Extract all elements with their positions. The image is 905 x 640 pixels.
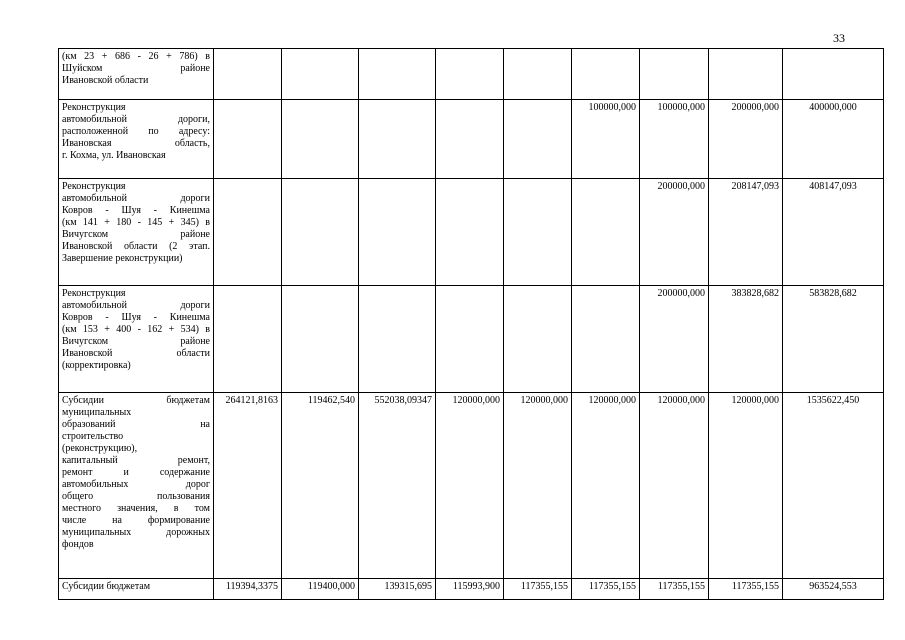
value-cell bbox=[572, 179, 640, 286]
value-cell: 200000,000 bbox=[640, 179, 709, 286]
value-cell bbox=[572, 286, 640, 393]
value-cell bbox=[359, 49, 436, 100]
value-cell: 120000,000 bbox=[572, 393, 640, 579]
description-line: автомобильной дороги bbox=[62, 193, 210, 204]
row-description bbox=[59, 393, 214, 579]
total-cell: 408147,093 bbox=[783, 179, 884, 286]
value-cell bbox=[709, 49, 783, 100]
description-line: Субсидии бюджетам bbox=[62, 581, 151, 592]
value-cell: 117355,155 bbox=[709, 579, 783, 600]
description-line: строительство bbox=[62, 431, 124, 442]
value-cell: 120000,000 bbox=[640, 393, 709, 579]
description-line: автомобильных дорог bbox=[62, 479, 210, 490]
value-cell: 120000,000 bbox=[504, 393, 572, 579]
value-cell: 383828,682 bbox=[709, 286, 783, 393]
description-line: Ивановской области (2 этап. bbox=[62, 241, 210, 252]
value-cell bbox=[436, 179, 504, 286]
page-number: 33 bbox=[833, 31, 845, 45]
description-line: Ковров - Шуя - Кинешма bbox=[62, 312, 210, 323]
value-cell: 120000,000 bbox=[436, 393, 504, 579]
value-cell bbox=[572, 49, 640, 100]
value-cell: 119394,3375 bbox=[214, 579, 282, 600]
value-cell: 117355,155 bbox=[572, 579, 640, 600]
value-cell: 119400,000 bbox=[282, 579, 359, 600]
value-cell: 200000,000 bbox=[709, 100, 783, 179]
value-cell: 264121,8163 bbox=[214, 393, 282, 579]
value-cell: 139315,695 bbox=[359, 579, 436, 600]
value-cell: 552038,09347 bbox=[359, 393, 436, 579]
description-line: фондов bbox=[62, 539, 94, 550]
value-cell bbox=[214, 179, 282, 286]
value-cell: 115993,900 bbox=[436, 579, 504, 600]
value-cell bbox=[436, 100, 504, 179]
value-cell: 100000,000 bbox=[572, 100, 640, 179]
description-line: Ивановской области bbox=[62, 348, 210, 359]
value-cell: 200000,000 bbox=[640, 286, 709, 393]
row-description bbox=[59, 579, 214, 600]
description-line: Реконструкция bbox=[62, 181, 126, 192]
value-cell bbox=[359, 286, 436, 393]
description-line: образований на bbox=[62, 419, 210, 430]
value-cell bbox=[359, 100, 436, 179]
value-cell bbox=[282, 179, 359, 286]
total-cell: 1535622,450 bbox=[783, 393, 884, 579]
value-cell bbox=[504, 49, 572, 100]
value-cell: 120000,000 bbox=[709, 393, 783, 579]
description-line: Субсидии бюджетам bbox=[62, 395, 210, 406]
value-cell: 208147,093 bbox=[709, 179, 783, 286]
table-row bbox=[59, 579, 884, 600]
value-cell: 119462,540 bbox=[282, 393, 359, 579]
total-cell: 400000,000 bbox=[783, 100, 884, 179]
value-cell bbox=[282, 49, 359, 100]
value-cell bbox=[436, 49, 504, 100]
description-line: г. Кохма, ул. Ивановская bbox=[62, 150, 166, 161]
table-row bbox=[59, 49, 884, 100]
description-line: (реконструкцию), bbox=[62, 443, 138, 454]
table-row bbox=[59, 179, 884, 286]
description-line: общего пользования bbox=[62, 491, 210, 502]
value-cell bbox=[359, 179, 436, 286]
description-line: числе на формирование bbox=[62, 515, 210, 526]
row-description bbox=[59, 286, 214, 393]
total-cell bbox=[783, 49, 884, 100]
description-line: Реконструкция bbox=[62, 102, 126, 113]
description-line: (км 153 + 400 - 162 + 534) в bbox=[62, 324, 210, 335]
description-line: ремонт и содержание bbox=[62, 467, 210, 478]
value-cell bbox=[214, 49, 282, 100]
description-line: (корректировка) bbox=[62, 360, 131, 371]
value-cell bbox=[504, 179, 572, 286]
description-line: Вичугском районе bbox=[62, 229, 210, 240]
description-line: Ковров - Шуя - Кинешма bbox=[62, 205, 210, 216]
value-cell: 117355,155 bbox=[504, 579, 572, 600]
description-line: Шуйском районе bbox=[62, 63, 210, 74]
value-cell bbox=[504, 100, 572, 179]
description-line: Ивановской области bbox=[62, 75, 149, 86]
description-line: (км 141 + 180 - 145 + 345) в bbox=[62, 217, 210, 228]
description-line: муниципальных bbox=[62, 407, 132, 418]
row-description bbox=[59, 179, 214, 286]
row-description bbox=[59, 100, 214, 179]
value-cell bbox=[504, 286, 572, 393]
description-line: расположенной по адресу: bbox=[62, 126, 210, 137]
row-description bbox=[59, 49, 214, 100]
value-cell bbox=[436, 286, 504, 393]
description-line: (км 23 + 686 - 26 + 786) в bbox=[62, 51, 210, 62]
table-row bbox=[59, 393, 884, 579]
total-cell: 963524,553 bbox=[783, 579, 884, 600]
value-cell bbox=[640, 49, 709, 100]
description-line: автомобильной дороги bbox=[62, 300, 210, 311]
value-cell: 100000,000 bbox=[640, 100, 709, 179]
description-line: муниципальных дорожных bbox=[62, 527, 210, 538]
value-cell bbox=[282, 100, 359, 179]
description-line: автомобильной дороги, bbox=[62, 114, 210, 125]
budget-table bbox=[58, 48, 884, 600]
description-line: Завершение реконструкции) bbox=[62, 253, 183, 264]
table-row bbox=[59, 100, 884, 179]
description-line: Ивановская область, bbox=[62, 138, 210, 149]
value-cell bbox=[282, 286, 359, 393]
description-line: капитальный ремонт, bbox=[62, 455, 210, 466]
description-line: Вичугском районе bbox=[62, 336, 210, 347]
value-cell bbox=[214, 100, 282, 179]
value-cell bbox=[214, 286, 282, 393]
table-row bbox=[59, 286, 884, 393]
description-line: Реконструкция bbox=[62, 288, 126, 299]
total-cell: 583828,682 bbox=[783, 286, 884, 393]
description-line: местного значения, в том bbox=[62, 503, 210, 514]
value-cell: 117355,155 bbox=[640, 579, 709, 600]
